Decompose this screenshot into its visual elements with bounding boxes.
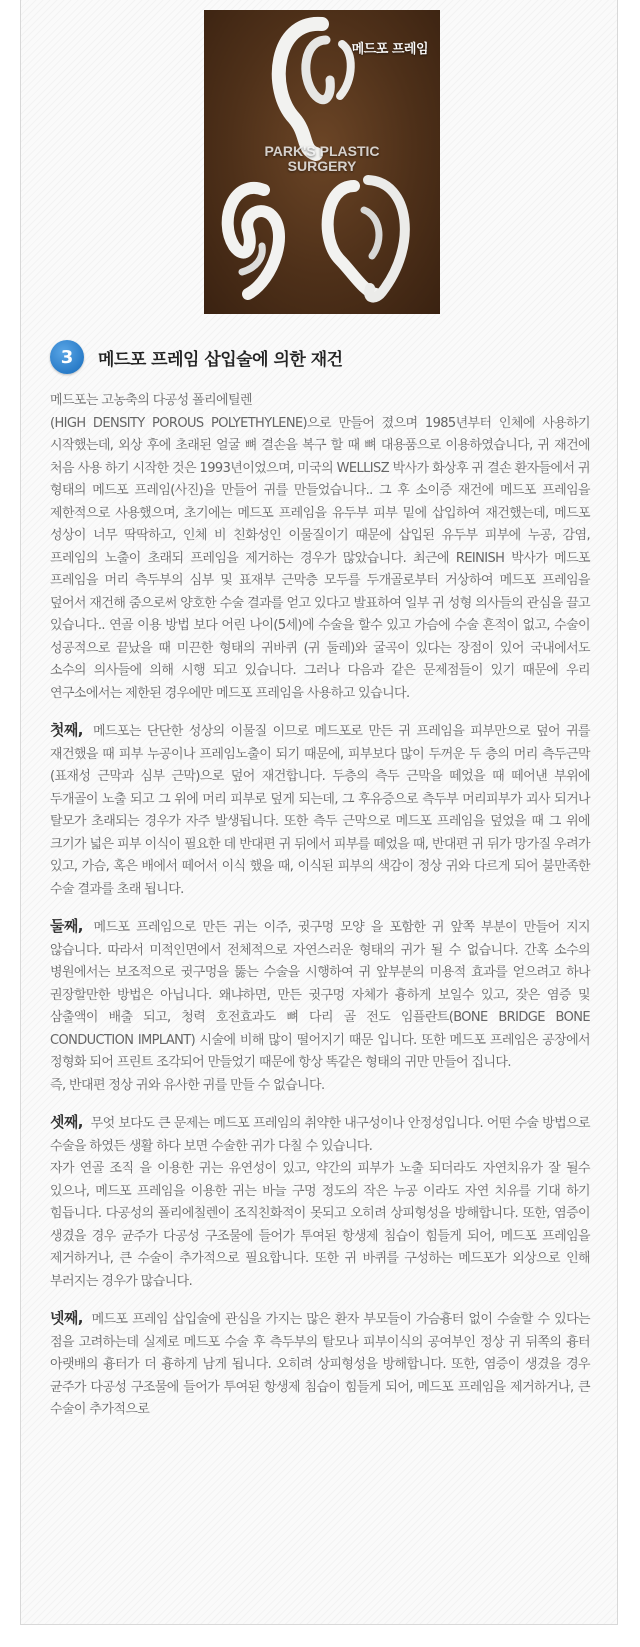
- medpor-frame-photo: [204, 10, 440, 314]
- point-second-lead: 둘째,: [50, 917, 83, 935]
- point-second-paragraph: [50, 915, 590, 1097]
- point-fourth-paragraph: [50, 1307, 590, 1422]
- section-number-badge: 3: [50, 340, 84, 374]
- point-third-paragraph: [50, 1111, 590, 1293]
- article-body: [50, 390, 590, 1436]
- photo-watermark: [204, 144, 440, 174]
- section-heading: [50, 338, 343, 376]
- point-third-lead: 셋째,: [50, 1113, 83, 1131]
- point-fourth-text: 메드포 프레임 삽입술에 관심을 가지는 많은 환자 부모들이 가슴흉터 없이 수술할 수 있다는 점을 고려하는데 실제로 메드포 수술 후 측두부의 탈모나 피부이식의 공여부인 정상 귀 뒤쪽의 흉터 아랫배의 흉터가 더 흉하게 남게 됩니다. 오히려 상피형성을 방해합니다. 또한, 염증이 생겼을 경우 균주가 다공성 구조물에 들어가 투여된 항생제 침습이 힘들게 되어, 메드포 프레임을 제거하거나, 큰 수술이 추가적으로: [50, 1312, 590, 1417]
- point-third-text-2: 자가 연골 조직 을 이용한 귀는 유연성이 있고, 약간의 피부가 노출 되더라도 자연치유가 잘 될수 있으나, 메드포 프레임을 이용한 귀는 바늘 구멍 정도의 작은 누공 이라도 자연 치유를 기대 하기 힘듭니다. 다공성의 폴리에칠렌이 조직친화적이 못되고 오히려 상피형성을 방해합니다. 또한, 염증이 생겼을 경우 균주가 다공성 구조물에 들어가 투여된 항생제 침습이 힘들게 되어, 메드포 프레임을 제거하거나, 큰 수술이 추가적으로 필요합니다. 또한 귀 바퀴를 구성하는 메드포가 외상으로 인해 부러지는 경우가 많습니다.: [50, 1161, 590, 1289]
- intro-paragraph: [50, 390, 590, 705]
- watermark-line-2: SURGERY: [287, 158, 357, 174]
- point-second-text-2: 즉, 반대편 정상 귀와 유사한 귀를 만들 수 없습니다.: [50, 1077, 325, 1093]
- intro-line-2: (HIGH DENSITY POROUS POLYETHYLENE)으로 만들어 졌으며 1985년부터 인체에 사용하기 시작했는데, 외상 후에 초래된 얼굴 뼈 결손을 복구 할 때 뼈 대용품으로 이용하였습니다, 귀 재건에 처음 사용 하기 시작한 것은 1993년이었으며, 미국의 WELLISZ 박사가 화상후 귀 결손 환자들에서 귀 형태의 메드포 프레임(사진)을 만들어 귀를 만들었습니다.. 그 후 소이증 재건에 메드포 프레임을 제한적으로 사용했으며, 초기에는 메드포 프레임을 유두부 피부 밑에 삽입하여 재건했는데, 메드포 성상이 너무 딱딱하고, 인체 비 친화성인 이물질이기 때문에 삽입된 유두부 피부에 누공, 감염, 프레임의 노출이 초래되 프레임을 제거하는 경우가 많았습니다. 최근에 REINISH 박사가 메드포 프레임을 머리 측두부의 심부 및 표재부 근막층 모두를 두개골로부터 거상하여 메드포 프레임을 덮어서 재건해 줌으로써 양호한 수술 결과를 얻고 있다고 발표하여 일부 귀 성형 의사들의 관심을 끌고 있습니다.. 연골 이용 방법 보다 어린 나이(5세)에 수술을 할수 있고 가슴에 수술 흔적이 없고, 수술이 성공적으로 끝났을 때 미끈한 형태의 귀바퀴 (귀 둘레)와 굴곡이 있다는 장점이 있어 국내에서도 소수의 의사들에 의해 시행 되고 있습니다. 그러나 다음과 같은 문제점들이 있기 때문에 우리 연구소에서는 제한된 경우에만 메드포 프레임을 사용하고 있습니다.: [50, 415, 590, 701]
- point-third-text: 무엇 보다도 큰 문제는 메드포 프레임의 취약한 내구성이나 안정성입니다. 어떤 수술 방법으로 수술을 하였든 생활 하다 보면 수술한 귀가 다칠 수 있습니다.: [50, 1116, 590, 1154]
- point-fourth-lead: 넷째,: [50, 1309, 83, 1327]
- intro-line-1: 메드포는 고농축의 다공성 폴리에틸렌: [50, 393, 252, 408]
- point-first-lead: 첫째,: [50, 721, 83, 739]
- watermark-line-1: PARK'S PLASTIC: [264, 143, 380, 159]
- section-title: 메드포 프레임 삽입술에 의한 재건: [98, 349, 343, 370]
- point-first-paragraph: [50, 719, 590, 901]
- point-first-text: 메드포는 단단한 성상의 이물질 이므로 메드포로 만든 귀 프레임을 피부만으로 덮어 귀를 재건했을 때 피부 누공이나 프레임노출이 되기 때문에, 피부보다 많이 두꺼운 두 층의 머리 측두근막(표재성 근막과 심부 근막)으로 덮어 재건합니다. 두층의 측두 근막을 떼었을 때 떼어낸 부위에 두개골이 노출 되고 그 위에 머리 피부로 덮게 되는데, 그 후유증으로 측두부 머리피부가 괴사 되거나 탈모가 초래되는 경우가 자주 발생됩니다. 또한 측두 근막으로 메드포 프레임을 덮었을 때 그 위에 크기가 넓은 피부 이식이 필요한 데 반대편 귀 뒤에서 피부를 떼었을 때, 반대편 귀 뒤가 망가질 우려가 있고, 가슴, 혹은 배에서 떼어서 이식 했을 때, 이식된 피부의 색감이 정상 귀와 다르게 되어 불만족한 수술 결과를 초래 됩니다.: [50, 724, 590, 897]
- point-second-text: 메드포 프레임으로 만든 귀는 이주, 귓구멍 모양 을 포함한 귀 앞쪽 부분이 만들어 지지 않습니다. 따라서 미적인면에서 전체적으로 자연스러운 형태의 귀가 될 수 없습니다. 간혹 소수의 병원에서는 보조적으로 귓구멍을 뚫는 수술을 시행하여 귀 앞부분의 미용적 효과를 얻으려고 하나 권장할만한 방법은 아닙니다. 왜냐하면, 만든 귓구멍 자체가 흉하게 보일수 있고, 잦은 염증 및 삼출액이 배출 되고, 청력 호전효과도 뼈 다리 골 전도 임플란트(BONE BRIDGE BONE CONDUCTION IMPLANT) 시술에 비해 많이 떨어지기 때문 입니다. 또한 메드포 프레임은 공장에서 정형화 되어 프린트 조각되어 만들었기 때문에 항상 똑같은 형태의 귀만 만들어 집니다.: [50, 920, 590, 1070]
- photo-label: 메드포 프레임: [351, 42, 428, 57]
